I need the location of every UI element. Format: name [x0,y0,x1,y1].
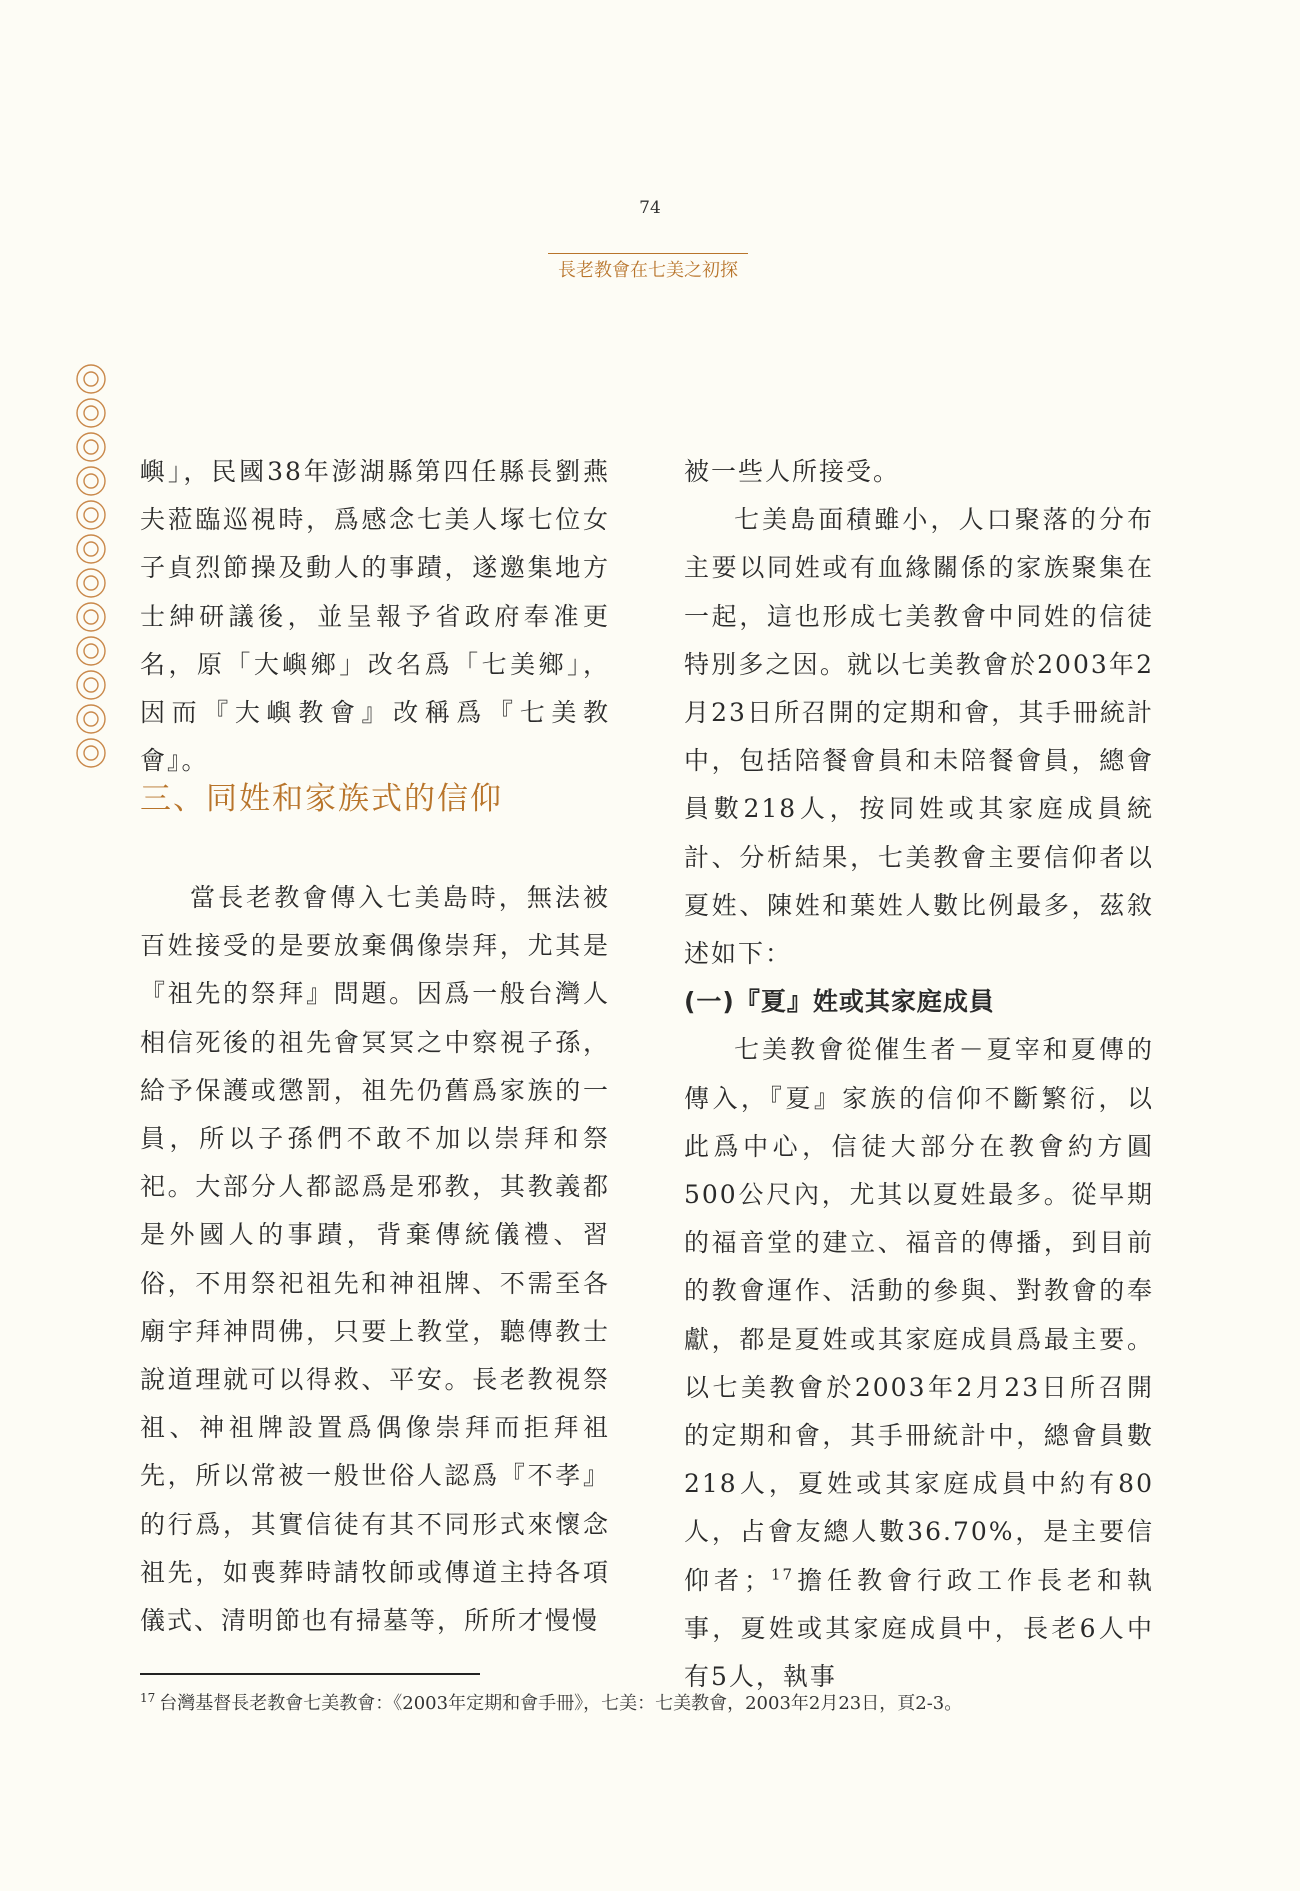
paragraph-ancestor-worship: 當長老教會傳入七美島時，無法被百姓接受的是要放棄偶像崇拜，尤其是『祖先的祭拜』問題。因爲一般台灣人相信死後的祖先會冥冥之中察視子孫，給予保護或懲罰，祖先仍舊爲家族的一員，所以子孫們不敢不加以崇拜和祭祀。大部分人都認爲是邪教，其教義都是外國人的事蹟，背棄傳統儀禮、習俗，不用祭祀祖先和神祖牌、不需至各廟宇拜神問佛，只要上教堂，聽傳教士說道理就可以得救、平安。長老教視祭祖、神祖牌設置爲偶像崇拜而拒拜祖先，所以常被一般世俗人認爲『不孝』的行爲，其實信徒有其不同形式來懷念祖先，如喪葬時請牧師或傳道主持各項儀式、清明節也有掃墓等，所所才慢慢 [140,883,610,1636]
decorative-border-ornament [74,362,108,776]
footnote-number: 17 [140,1691,156,1705]
right-column [684,448,1154,1701]
sub-heading-xia: (一)『夏』姓或其家庭成員 [684,987,995,1017]
left-column [140,448,610,785]
paragraph-xia-text: 七美教會從催生者－夏宰和夏傳的傳入，『夏』家族的信仰不斷繁衍，以此爲中心，信徒大部分在教會約方圓500公尺內，尤其以夏姓最多。從早期的福音堂的建立、福音的傳播，到目前的教會運作、活動的參與、對教會的奉獻，都是夏姓或其家庭成員爲最主要。以七美教會於2003年2月23日所召開的定期和會，其手冊統計中，總會員數218人，夏姓或其家庭成員中約有80人，占會友總人數36.70%，是主要信仰者； [684,1035,1154,1595]
footnote [140,1687,1152,1720]
running-header: 長老教會在七美之初探 [548,253,748,282]
footnote-reference[interactable]: 17 [770,1565,795,1584]
left-column-lower [140,874,610,1645]
paragraph-xia-text-cont: 擔任教會行政工作長老和執事，夏姓或其家庭成員中，長老6人中有5人，執事 [684,1565,1154,1692]
paragraph-xia-family [684,1026,1154,1701]
section-heading: 三、同姓和家族式的信仰 [140,781,503,817]
paragraph-island-surnames: 七美島面積雖小，人口聚落的分布主要以同姓或有血緣關係的家族聚集在一起，這也形成七美教會中同姓的信徒特別多之因。就以七美教會於2003年2月23日所召開的定期和會，其手冊統計中，包括陪餐會員和未陪餐會員，總會員數218人，按同姓或其家庭成員統計、分析結果，七美教會主要信仰者以夏姓、陳姓和葉姓人數比例最多，茲敘述如下： [684,505,1154,969]
page-number: 74 [639,198,661,218]
paragraph-accepted: 被一些人所接受。 [684,457,901,486]
footnote-divider [140,1673,480,1675]
paragraph-continuation: 嶼」，民國38年澎湖縣第四任縣長劉燕夫蒞臨巡視時，爲感念七美人塚七位女子貞烈節操及動人的事蹟，遂邀集地方士紳研議後，並呈報予省政府奉准更名，原「大嶼鄉」改名爲「七美鄉」，因而『大嶼教會』改稱爲『七美教會』。 [140,457,610,776]
footnote-text: 台灣基督長老教會七美教會：《2003年定期和會手冊》，七美：七美教會，2003年2月23日，頁2-3。 [159,1693,963,1714]
